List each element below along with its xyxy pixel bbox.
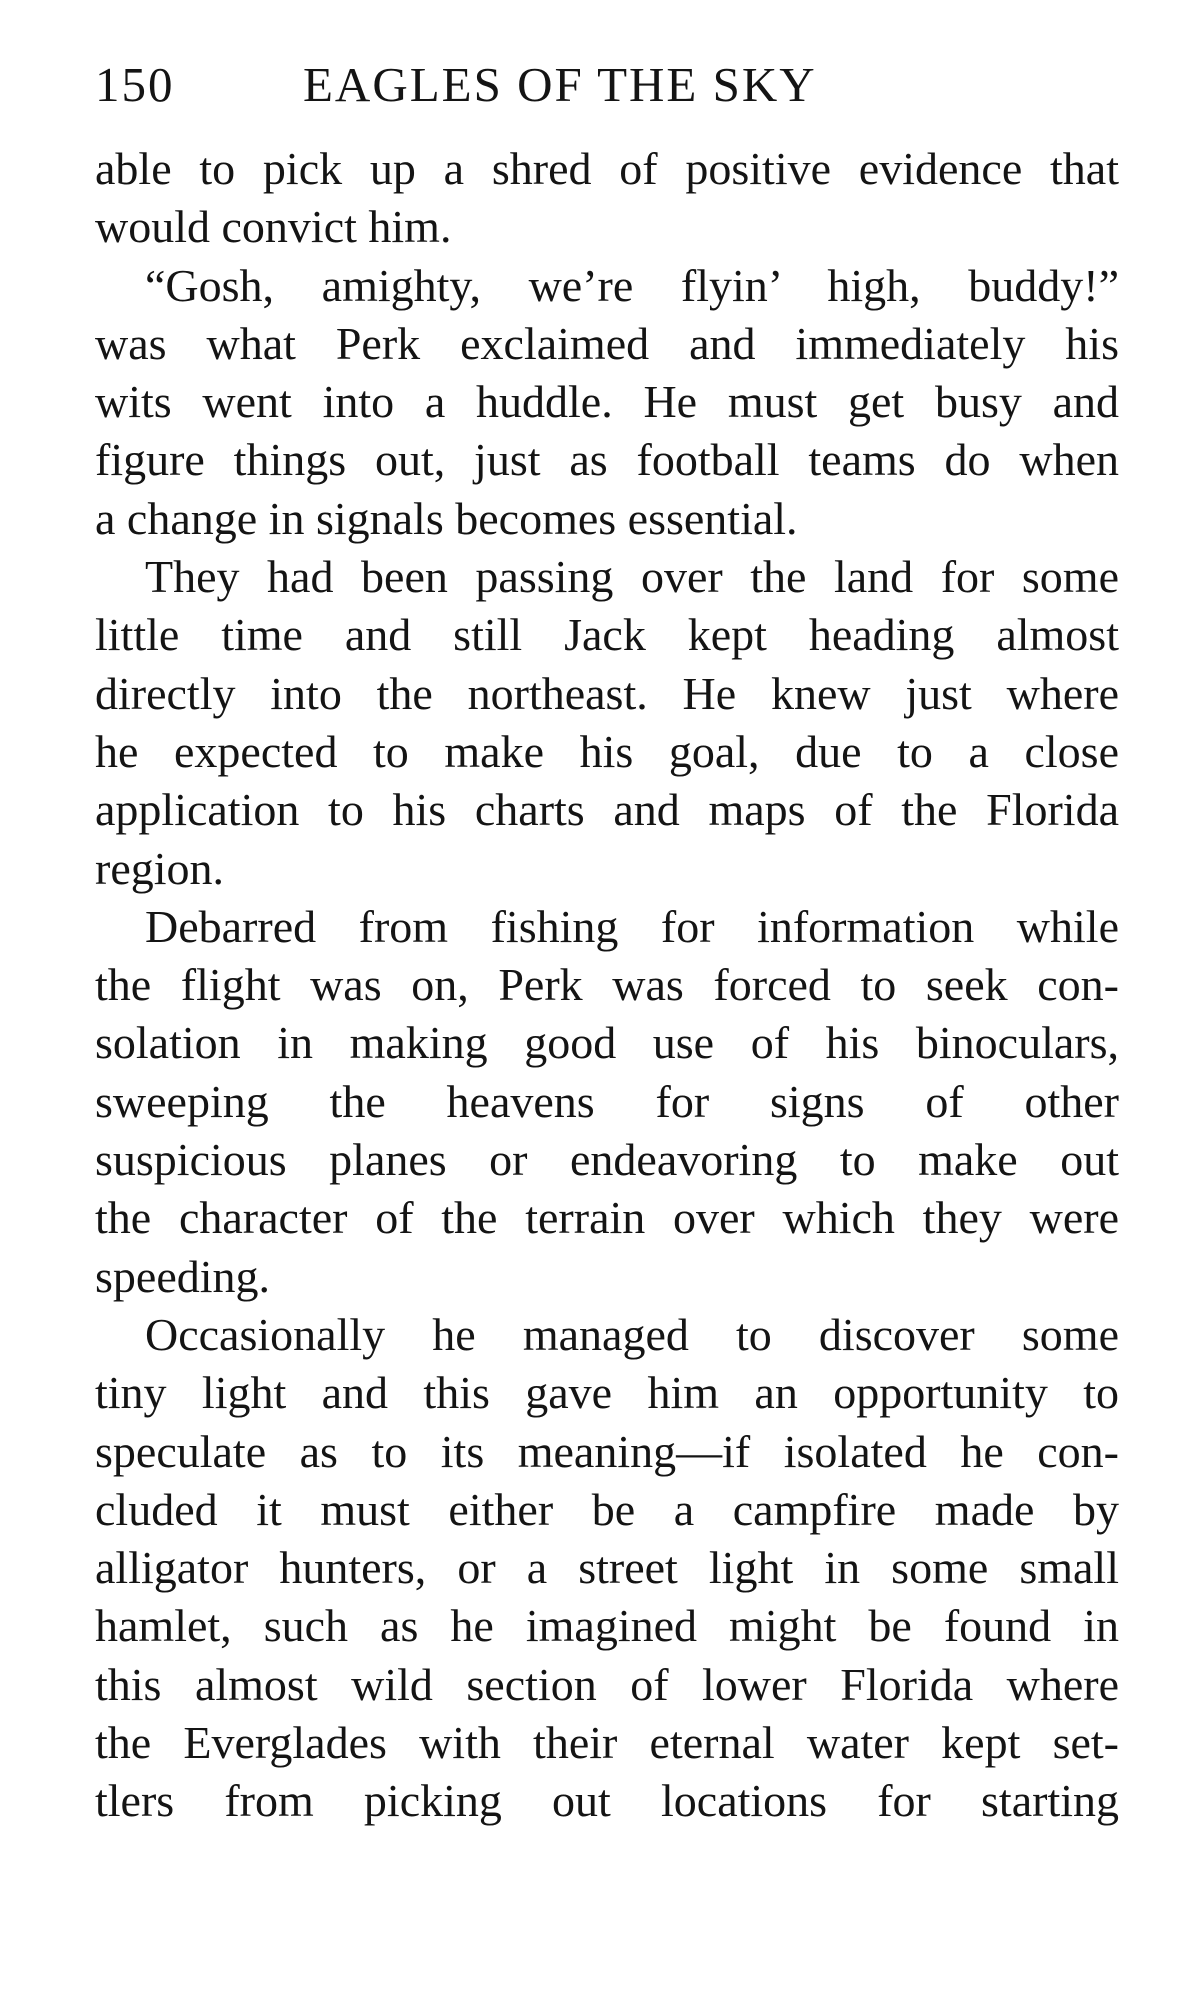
text-line: would convict him.: [95, 201, 452, 253]
text-line: the character of the terrain over which they were: [95, 1192, 1119, 1244]
text-line: tlers from picking out locations for starting: [95, 1775, 1119, 1827]
text-line: wits went into a huddle. He must get busy and: [95, 376, 1119, 428]
text-line: Occasionally he managed to discover some: [145, 1308, 1119, 1360]
text-line: region.: [95, 842, 225, 894]
text-line: Debarred from fishing for information while: [145, 900, 1119, 952]
text-line: a change in signals becomes essential.: [95, 492, 798, 544]
text-line: directly into the northeast. He knew just where: [95, 667, 1119, 719]
text-line: speculate as to its meaning—if isolated he con-: [95, 1425, 1119, 1477]
text-line: hamlet, such as he imagined might be found in: [95, 1600, 1119, 1652]
text-line: speeding.: [95, 1250, 271, 1302]
text-line: solation in making good use of his binoculars,: [95, 1017, 1119, 1069]
text-line: the Everglades with their eternal water kept set-: [95, 1717, 1119, 1769]
text-line: tiny light and this gave him an opportunity to: [95, 1367, 1119, 1419]
page-number: 150: [95, 57, 175, 112]
text-line: was what Perk exclaimed and immediately his: [95, 317, 1119, 369]
book-title: EAGLES OF THE SKY: [303, 57, 817, 112]
text-line: little time and still Jack kept heading almost: [95, 609, 1119, 661]
text-line: cluded it must either be a campfire made by: [95, 1483, 1119, 1535]
running-head: [95, 50, 995, 120]
text-line: figure things out, just as football teams do when: [95, 434, 1119, 486]
text-line: alligator hunters, or a street light in some small: [95, 1542, 1119, 1594]
text-line: this almost wild section of lower Florida where: [95, 1658, 1119, 1710]
text-line: he expected to make his goal, due to a close: [95, 725, 1119, 777]
text-line: the flight was on, Perk was forced to seek con-: [95, 959, 1119, 1011]
body-text: [95, 140, 1119, 1831]
text-line: suspicious planes or endeavoring to make out: [95, 1134, 1119, 1186]
text-line: able to pick up a shred of positive evidence that: [95, 143, 1119, 194]
text-line: sweeping the heavens for signs of other: [95, 1075, 1119, 1127]
text-line: They had been passing over the land for some: [145, 551, 1119, 603]
text-line: “Gosh, amighty, we’re flyin’ high, buddy!”: [145, 259, 1119, 311]
text-line: application to his charts and maps of the Florida: [95, 784, 1119, 836]
